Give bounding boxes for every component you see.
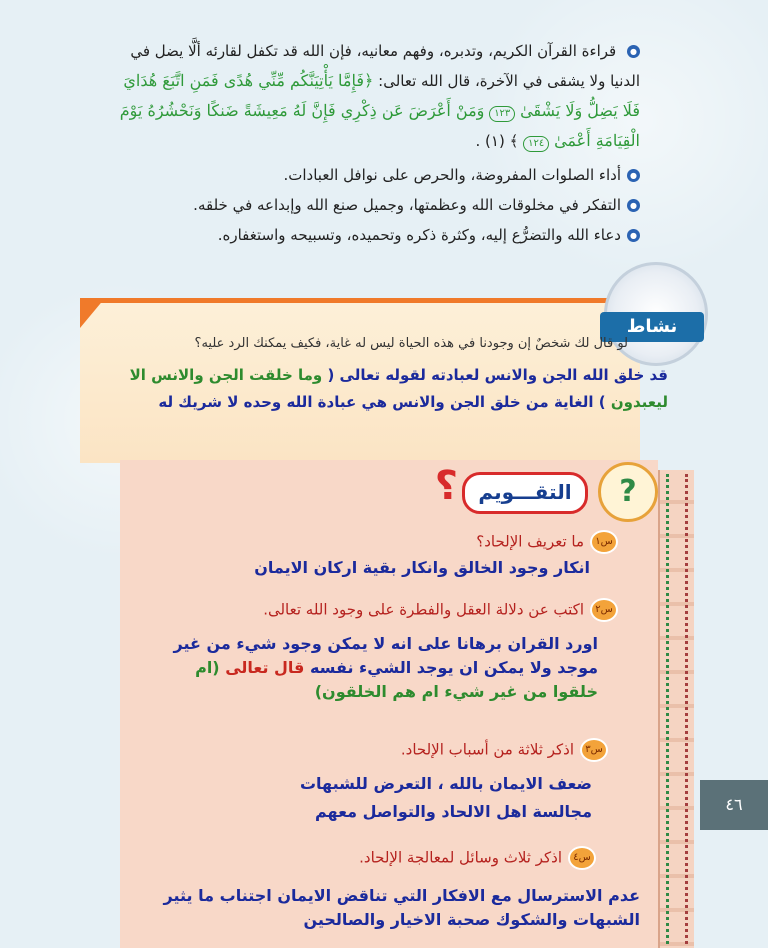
list-item (105, 160, 640, 190)
quran-verse-part2: وَمَنْ أَعْرَضَ عَن ذِكْرِي فَإِنَّ لَهُ مَعِيشَةً ضَنكًا وَنَحْشُرُهُ يَوْمَ الْقِيَامَةِ أَعْمَىٰ (119, 101, 640, 150)
question-4 (359, 846, 596, 870)
list-item-text: أداء الصلوات المفروضة، والحرص على نوافل العبادات. (283, 166, 621, 184)
answer-2 (168, 632, 598, 704)
activity-question: لو قال لك شخصٌ إن وجودنا في هذه الحياة ليس له غاية، فكيف يمكنك الرد عليه؟ (194, 336, 628, 351)
footnote-ref: ﴾ (١) . (475, 132, 519, 150)
activity-answer-part2: ) الغاية من خلق الجن والانس هي عبادة الله وحده لا شريك له (158, 393, 606, 411)
question-2-text: اكتب عن دلالة العقل والفطرة على وجود الله تعالى. (263, 600, 584, 619)
question-mark-icon (598, 462, 658, 522)
activity-badge-label: نشاط (600, 312, 704, 342)
question-number-badge: س٣ (580, 738, 608, 762)
evaluation-title: التقـــويم (462, 472, 588, 514)
list-item-text: دعاء الله والتضرُّع إليه، وكثرة ذكره وتحميده، وتسبيحه واستغفاره. (217, 226, 621, 244)
big-question-mark-icon: ؟ (434, 463, 458, 509)
question-number-badge: س٢ (590, 598, 618, 622)
answer-4: عدم الاسترسال مع الافكار التي تناقض الايمان اجتناب ما يثير الشبهات والشكوك صحبة الاخيار والصالحين (163, 886, 640, 929)
question-2 (263, 598, 618, 622)
bullet-icon: ● (627, 169, 640, 182)
ayah-number-123: ١٢٣ (489, 106, 515, 122)
answer-2-verse: (ام خلقوا من غير شيء ام هم الخلقون) (195, 658, 598, 701)
question-number-badge: س٤ (568, 846, 596, 870)
answer-2-red: قال تعالى (225, 658, 305, 677)
question-number-badge: س١ (590, 530, 618, 554)
bullet-icon: ● (627, 229, 640, 242)
activity-answer-part1: قد خلق الله الجن والانس لعبادته لقوله تعالى ( (327, 366, 668, 384)
page-number: ٤٦ (700, 780, 768, 830)
list-item-text: التفكر في مخلوقات الله وعظمتها، وجميل صنع الله وإبداعه في خلقه. (193, 196, 621, 214)
bullet-icon: ● (627, 199, 640, 212)
list-item (105, 190, 640, 220)
list-item (105, 220, 640, 250)
decorative-border-strip (658, 470, 694, 948)
activity-answer (88, 362, 668, 416)
para1-text: قراءة القرآن الكريم، وتدبره، وفهم معانيه، فإن الله قد تكفل لقارئه ألَّا يضل في الدنيا ولا يشقى في الآخرة، قال الله تعالى: (130, 42, 640, 90)
answer-2-part1: اورد القران برهانا على انه لا يمكن وجود شيء من غير موجد ولا يمكن ان يوجد الشيء نفسه (173, 634, 598, 677)
quran-verse-part1: ﴿فَإِمَّا يَأْتِيَنَّكُم مِّنِّي هُدًى فَمَنِ اتَّبَعَ هُدَايَ فَلَا يَضِلُّ وَلَا يَشْقَىٰ (123, 71, 640, 120)
ayah-number-124: ١٢٤ (523, 136, 549, 152)
bullet-list (105, 160, 640, 250)
question-1 (476, 530, 618, 554)
question-3 (401, 738, 608, 762)
bullet-icon: ● (627, 45, 640, 58)
question-1-text: ما تعريف الإلحاد؟ (476, 532, 584, 551)
activity-answer-verse: وما خلقت الجن والانس الا ليعبدون (129, 366, 668, 411)
question-4-text: اذكر ثلاث وسائل لمعالجة الإلحاد. (359, 848, 562, 867)
question-3-text: اذكر ثلاثة من أسباب الإلحاد. (400, 740, 574, 759)
upper-text-block (105, 36, 640, 250)
answer-3-line1: ضعف الايمان بالله ، التعرض للشبهات (299, 774, 592, 793)
activity-corner-decoration (80, 298, 105, 328)
answer-1: انكار وجود الخالق وانكار بقية اركان الايمان (254, 558, 590, 577)
answer-3-line2: مجالسة اهل الالحاد والتواصل معهم (314, 802, 592, 821)
paragraph-quran-reading (105, 36, 640, 156)
